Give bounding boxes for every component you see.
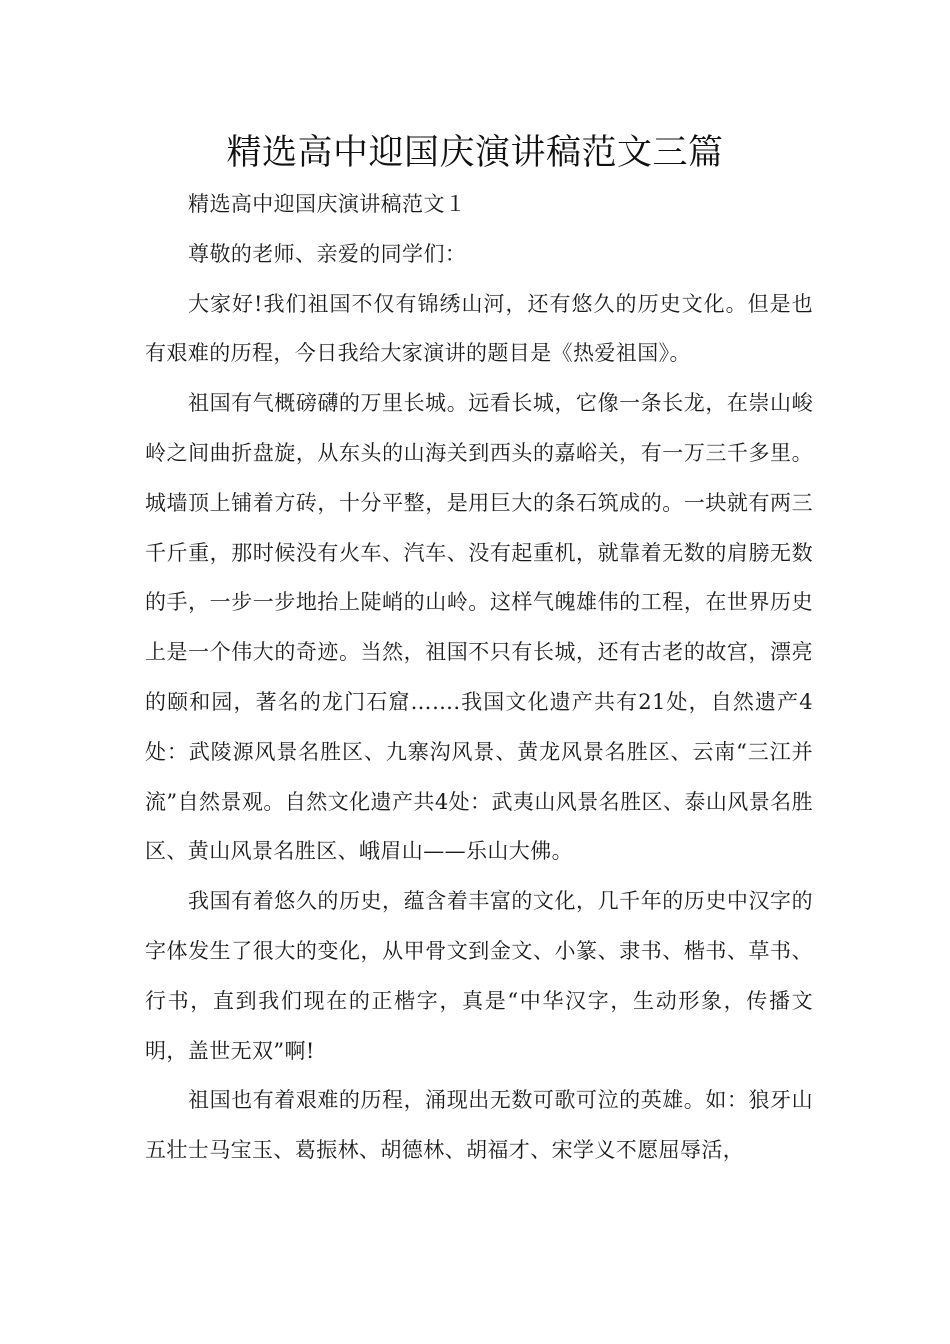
body-paragraph: 大家好!我们祖国不仅有锦绣山河，还有悠久的历史文化。但是也有艰难的历程，今日我给大家演讲的题目是《热爱祖国》。 <box>145 291 813 366</box>
subtitle-paragraph: 精选高中迎国庆演讲稿范文１ <box>188 192 467 216</box>
salutation-paragraph: 尊敬的老师、亲爱的同学们： <box>188 241 467 266</box>
body-paragraph: 我国有着悠久的历史，蕴含着丰富的文化，几千年的历史中汉字的字体发生了很大的变化，从甲骨文到金文、小篆、隶书、楷书、草书、行书，直到我们现在的正楷字，真是“中华汉字，生动形象，传播文明，盖世无双”啊! <box>145 889 813 1063</box>
body-paragraph: 祖国也有着艰难的历程，涌现出无数可歌可泣的英雄。如：狼牙山五壮士马宝玉、葛振林、胡德林、胡福才、宋学义不愿屈辱活， <box>145 1088 813 1163</box>
document-body <box>145 180 813 1176</box>
body-paragraph: 祖国有气概磅礴的万里长城。远看长城，它像一条长龙，在崇山峻岭之间曲折盘旋，从东头的山海关到西头的嘉峪关，有一万三千多里。城墙顶上铺着方砖，十分平整，是用巨大的条石筑成的。一块就有两三千斤重，那时候没有火车、汽车、没有起重机，就靠着无数的肩膀无数的手，一步一步地抬上陡峭的山岭。这样气魄雄伟的工程，在世界历史上是一个伟大的奇迹。当然，祖国不只有长城，还有古老的故宫，漂亮的颐和园，著名的龙门石窟…….我国文化遗产共有21处，自然遗产4处：武陵源风景名胜区、九寨沟风景、黄龙风景名胜区、云南“三江并流”自然景观。自然文化遗产共4处：武夷山风景名胜区、泰山风景名胜区、黄山风景名胜区、峨眉山——乐山大佛。 <box>145 391 813 864</box>
document-title: 精选高中迎国庆演讲稿范文三篇 <box>226 133 724 173</box>
